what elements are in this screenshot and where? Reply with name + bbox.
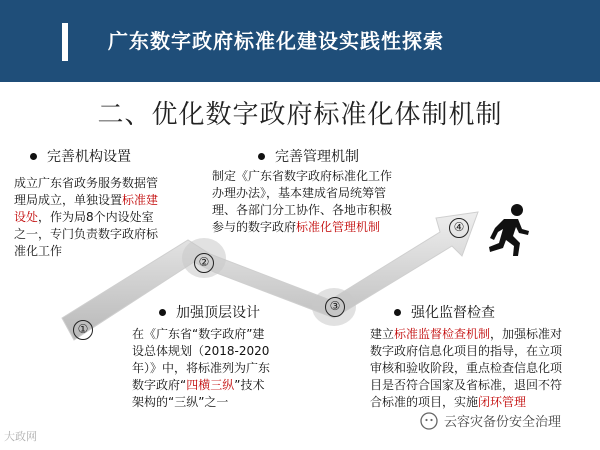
section-mgmt-title-text: 完善管理机制 (275, 149, 359, 165)
mgmt-line2: 办理办法》，基本建成省局统筹管 (212, 186, 387, 200)
design-line5: 架构的“三纵”之一 (132, 395, 229, 409)
watermark-right-text: 云容灾备份安全治理 (444, 415, 562, 430)
step-4-marker: ④ (449, 218, 469, 238)
section-supervise-desc (370, 326, 562, 411)
watermark-left: 大政网 (4, 430, 37, 443)
mgmt-line4a: 参与的数字政府 (212, 220, 297, 234)
sup-highlight-2: 闭环管理 (478, 395, 527, 409)
org-highlight-1: 标准建 (122, 193, 159, 207)
section-design-title-text: 加强顶层设计 (176, 305, 260, 321)
page-subtitle: 二、优化数字政府标准化体制机制 (97, 100, 503, 130)
section-design-desc (132, 326, 270, 411)
sup-line4: 目是否符合国家及省标准，退回不符 (370, 378, 563, 392)
section-org-title (30, 146, 131, 166)
bullet-dot (394, 309, 401, 316)
org-highlight-2: 设处 (14, 210, 39, 224)
mgmt-line3: 理、各部门分工协作、各地市积极 (212, 203, 393, 217)
design-line4a: 数字政府“ (132, 378, 187, 392)
section-mgmt-desc (212, 168, 392, 236)
design-line2: 设总体规划（2018-2020 (132, 344, 270, 358)
design-line4c: ”技术 (234, 378, 265, 392)
org-line3b: ，作为局8个内设处室 (38, 210, 154, 224)
org-line5: 准化工作 (14, 244, 63, 258)
sup-highlight-1: 标准监督检查机制 (394, 327, 491, 341)
section-supervise-title (394, 302, 495, 322)
sup-line1c: ，加强标准对 (490, 327, 563, 341)
step-3-marker: ③ (325, 297, 345, 317)
section-design-title (159, 302, 260, 322)
header-title: 广东数字政府标准化建设实践性探索 (108, 29, 444, 53)
org-line4: 之一，专门负责数字政府标 (14, 227, 159, 241)
sup-line3: 审核和验收阶段，重点检查信息化项 (370, 361, 563, 375)
bullet-dot (159, 309, 166, 316)
sup-line5a: 合标准的项目，实施 (370, 395, 479, 409)
design-highlight: 四横三纵 (186, 378, 235, 392)
org-line2a: 理局成立，单独设置 (14, 193, 123, 207)
bullet-dot (258, 153, 265, 160)
bullet-dot (30, 153, 37, 160)
mgmt-line1: 制定《广东省数字政府标准化工作 (212, 169, 393, 183)
running-person-icon (476, 202, 534, 260)
section-org-title-text: 完善机构设置 (47, 149, 131, 165)
sup-line1a: 建立 (370, 327, 395, 341)
wechat-icon (420, 412, 438, 430)
watermark-right (420, 411, 561, 430)
design-line1: 在《广东省“数字政府”建 (132, 327, 265, 341)
section-supervise-title-text: 强化监督检查 (411, 305, 495, 321)
design-line3: 年）》中，将标准列为广东 (132, 361, 271, 375)
section-org-desc (14, 175, 158, 260)
section-mgmt-title (258, 146, 359, 166)
sup-line2: 数字政府信息化项目的指导，在立项 (370, 344, 563, 358)
step-2-marker: ② (194, 253, 214, 273)
org-line1: 成立广东省政务服务数据管 (14, 176, 159, 190)
step-1-marker: ① (73, 320, 93, 340)
mgmt-highlight: 标准化管理机制 (296, 220, 381, 234)
